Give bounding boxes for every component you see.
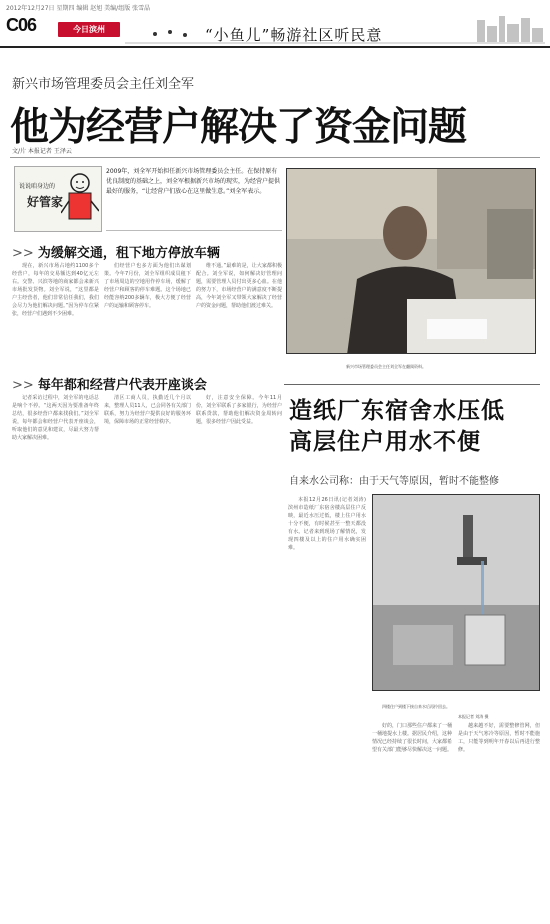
article2-column-3	[458, 722, 540, 836]
article1-column-4	[12, 394, 99, 508]
intro-rule	[106, 230, 282, 231]
cartoon-figure-icon	[61, 171, 99, 229]
article-photo	[286, 168, 536, 354]
article2-column-2	[372, 722, 452, 836]
article2-headline-line-1: 造纸厂东宿舍水压低	[289, 398, 505, 424]
article1-column-2	[104, 262, 191, 374]
article2-headline	[289, 396, 539, 458]
article2-photo	[372, 494, 540, 691]
banner	[125, 14, 545, 48]
article1-column-3	[196, 262, 282, 374]
paragraph: 越来越不好，需要整修管网，但是由于天气寒冷等原因，暂时不能施工，只能等到明年开春以后再进行整修。	[458, 723, 540, 753]
photo-caption: 新兴市场管理委员会主任刘全军在翻阅资料。	[346, 364, 426, 369]
paragraph: 好，注意安全保障。今年11月份，刘全军联系了多家银行，为经营户联系贷款，帮助他们解决资金周转问题，很多经营户因此受益。	[196, 395, 282, 425]
subhead-1-text: 为缓解交通，租下地方停放车辆	[37, 246, 220, 261]
article-kicker: 新兴市场管理委员会主任刘全军	[12, 77, 195, 92]
article1-column-5	[104, 394, 191, 508]
paragraph: 维不通。”最难的是，让大家都积极配合。刘全军说，如何解决好管理问题，需要管理人员付出更多心血。在他的努力下，市场经营户的满意度不断提高，今年刘全军又带领大家解决了经营户的资金问题，帮助他们渡过难关。	[196, 263, 282, 309]
section-tab[interactable]: 今日滨州	[58, 22, 120, 37]
subhead-1	[12, 242, 220, 261]
article-headline: 他为经营户解决了资金问题	[10, 105, 467, 150]
issue-meta: 2012年12月27日 星期四 编辑 赵旭 美编/组版 张雪晶	[6, 5, 151, 12]
article2-column-1	[288, 496, 366, 698]
cartoon-title: 好管家	[27, 195, 64, 209]
paragraph: 清区工商人员，执勤近几个月以来，整理人员11人，已会同各有关部门联系，努力为经营户提供良好的服务环境，保障市场的正常经营秩序。	[104, 395, 191, 425]
paragraph: 好的，门口那些住户都来了一桶一桶地提水上楼。据居民介绍，这种情况已经持续了很长时间，大家都希望有关部门能够尽快解决这一问题。	[372, 723, 452, 753]
subhead-2-text: 每年都和经营户代表开座谈会	[37, 378, 207, 393]
article2-photo-caption: 四楼住户到楼下接自来水后再拎回去。	[382, 704, 450, 709]
paragraph: 们经营户也多方面为他们出谋划策。今年7月份，刘全军组织成员租下了市场周边的空地用作停车场，缓解了经营户和顾客的停车难题。这个场地已经能容纳200多辆车，极大方便了经营户的运输和顾客停车。	[104, 263, 191, 309]
cartoon-label: 说说咱身边的	[19, 183, 56, 190]
article2-subtitle: 自来水公司称：由于天气等原因，暂时不能整修	[289, 476, 499, 487]
photo-man-at-desk	[287, 169, 536, 354]
paragraph: 记者采访过程中，刘全军的电话总是响个不停。“这两天因为要准备年终总结，很多经营户都来找我们。”刘全军说，每年都会和经营户代表开座谈会，听取他们的意见和建议，尽最大努力帮助大家解决困难。	[12, 395, 99, 441]
header-rule	[0, 46, 550, 48]
article2-photo-credit: 本报记者 刘涛 摄	[458, 714, 489, 719]
banner-title: “小鱼儿”畅游社区听民意	[205, 26, 383, 44]
paragraph: 现在，新兴市场占地约1100多个经营户，每年的交易额达到40亿元左右。交警、兴滨等地的商家都会来新兴市场批发货物。刘全军说，“这里都是户主经营者，他们非常信任我们，我们会尽力为他们解决问题。”因为停车位紧张，经营户们遇到不少困难。	[12, 263, 99, 317]
subhead-2	[12, 374, 207, 393]
cartoon-box	[14, 166, 102, 232]
photo-water-tap	[373, 495, 540, 691]
article-byline: 文/片 本报记者 王泽云	[12, 148, 72, 155]
article-intro: 2009年，刘全军开始担任新兴市场管理委员会主任。在保持原有优良制度的基础之上，刘全军根据新兴市场的现实，为经营户提供最好的服务，“让经营户们放心在这里做生意。”刘全军表示。	[106, 168, 281, 195]
article1-column-1	[12, 262, 99, 374]
article-divider	[284, 384, 540, 385]
paragraph: 本报12月26日讯(记者刘涛) 滨州市造纸厂东宿舍楼高层住户反映，最近水压过低，楼上住户用水十分不便，有时候甚至一整天都没有水。记者来到现场了解情况，发现四楼及以上的住户用水确实困难。	[288, 497, 366, 551]
page-number: C06	[6, 15, 37, 35]
double-chevron-right-icon: >>	[12, 246, 38, 261]
divider	[10, 157, 540, 158]
article2-headline-line-2: 高层住户用水不便	[289, 429, 481, 455]
article1-column-6	[196, 394, 282, 508]
double-chevron-right-icon: >>	[12, 378, 38, 393]
